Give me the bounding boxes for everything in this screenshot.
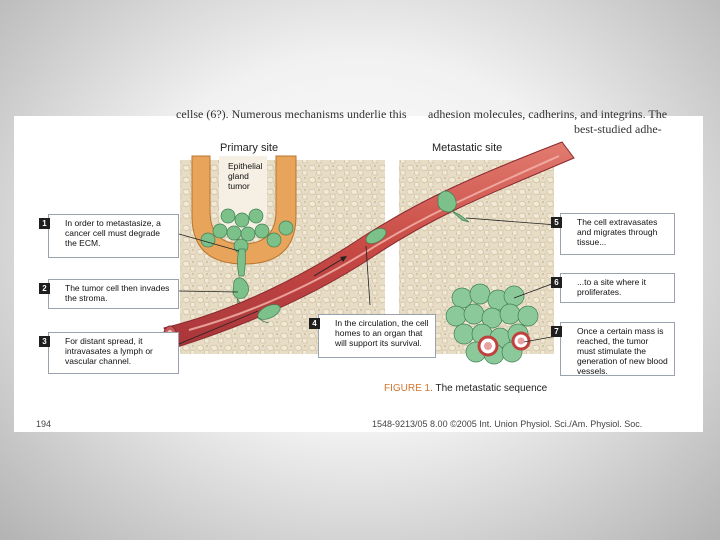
callout-text-6: ...to a site where it proliferates.	[577, 277, 646, 297]
journal-page	[14, 107, 703, 432]
callout-number-1: 1	[39, 218, 50, 229]
callout-text-2: The tumor cell then invades the stroma.	[65, 283, 170, 303]
journal-credit: 1548-9213/05 8.00 ©2005 Int. Union Physiol. Sci./Am. Physiol. Soc.	[372, 419, 643, 429]
callout-number-6: 6	[551, 277, 562, 288]
callout-7	[554, 322, 675, 376]
epithelial-gland-label	[228, 161, 263, 191]
body-text-left: cellse (6?). Numerous mechanisms underlie this	[176, 107, 407, 121]
callout-number-2: 2	[39, 283, 50, 294]
body-text-right-line1: adhesion molecules, cadherins, and integrins. The	[428, 107, 668, 121]
callout-2	[42, 279, 179, 309]
callout-4	[312, 314, 436, 358]
callout-5	[554, 213, 675, 255]
figure-caption	[384, 383, 547, 394]
tumor-label-line: tumor	[228, 181, 250, 191]
callout-number-3: 3	[39, 336, 50, 347]
metastatic-site-label: Metastatic site	[432, 142, 503, 154]
callout-text-5: The cell extravasates and migrates through tissue...	[577, 217, 658, 247]
callout-text-4: In the circulation, the cell homes to an organ that will support its survival.	[335, 318, 429, 348]
callout-number-7: 7	[551, 326, 562, 337]
figure-caption-text: The metastatic sequence	[435, 383, 548, 394]
callout-6	[554, 273, 675, 303]
figure-caption-prefix: FIGURE 1.	[384, 383, 433, 394]
page-number: 194	[36, 419, 52, 429]
callout-1	[42, 214, 179, 258]
callout-text-7: Once a certain mass is reached, the tumor must stimulate the generation of new blood vessels.	[577, 326, 668, 376]
primary-site-label: Primary site	[220, 142, 279, 154]
callout-number-5: 5	[551, 217, 562, 228]
callout-3	[42, 332, 179, 374]
callout-text-1: In order to metastasize, a cancer cell must degrade the ECM.	[65, 218, 161, 248]
gland-label-line: gland	[228, 171, 249, 181]
body-text-right-line2: best-studied adhe-	[574, 122, 662, 136]
callout-number-4: 4	[309, 318, 320, 329]
epithelial-label-line: Epithelial	[228, 161, 263, 171]
callout-text-3: For distant spread, it intravasates a lymph or vascular channel.	[65, 336, 153, 366]
